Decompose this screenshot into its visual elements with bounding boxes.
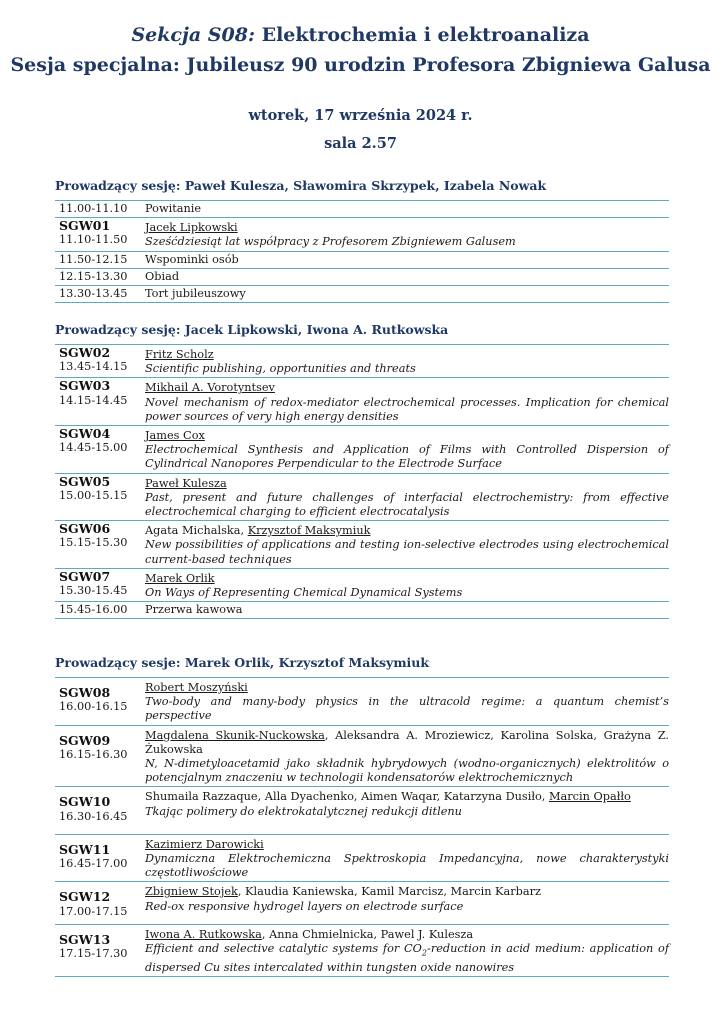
- talk-title: Scientific publishing, opportunities and threats: [145, 362, 416, 376]
- presenting-author: Zbigniew Stojek: [145, 885, 238, 899]
- time-cell: 14.15-14.45: [59, 393, 128, 407]
- event-cell: Obiad: [145, 268, 669, 285]
- talk-code: SGW11: [59, 841, 111, 857]
- time-cell: 13.45-14.15: [59, 360, 128, 374]
- talk-title: [145, 942, 669, 975]
- chairs-block-1: Prowadzący sesję: Paweł Kulesza, Sławomira Skrzypek, Izabela Nowak: [55, 178, 547, 193]
- talk-author: Robert Moszyński: [145, 681, 248, 694]
- subscript: 2: [421, 948, 427, 958]
- schedule-table-1: [55, 200, 669, 303]
- talk-title: On Ways of Representing Chemical Dynamical Systems: [145, 586, 463, 600]
- talk-title: Past, present and future challenges of interfacial electrochemistry: from effective electrochemical charging to efficient electrocatalysis: [145, 490, 669, 519]
- time-cell: 16.45-17.00: [59, 857, 128, 871]
- talk-author: Jacek Lipkowski: [145, 221, 238, 235]
- talk-title: New possibilities of applications and testing ion-selective electrodes using electrochemical current-based techniques: [145, 538, 669, 566]
- talk-code: SGW09: [59, 732, 111, 748]
- time-cell: 15.15-15.30: [59, 536, 128, 550]
- table-row: [55, 924, 669, 976]
- table-row: [55, 834, 669, 882]
- session-room: sala 2.57: [324, 135, 397, 152]
- talk-title-part: -reduction in acid medium: application of dispersed Cu sites intercalated within tungsten oxide nanowires: [145, 942, 670, 974]
- table-row: [55, 787, 669, 834]
- schedule-table-3: [55, 677, 669, 977]
- talk-authors: [145, 928, 669, 942]
- talk-authors: [145, 790, 669, 804]
- time-cell: 17.00-17.15: [59, 904, 128, 918]
- talk-author: Marek Orlik: [145, 571, 215, 585]
- table-row: [55, 521, 669, 569]
- table-row: [55, 218, 669, 251]
- talk-code: SGW13: [59, 931, 111, 947]
- table-row: [55, 426, 669, 474]
- talk-title: Sześćdziesiąt lat współpracy z Profesorem Zbigniewem Galusem: [145, 235, 516, 249]
- section-heading: [0, 24, 721, 46]
- schedule-table-2: [55, 344, 669, 619]
- talk-title: Novel mechanism of redox-mediator electrochemical processes. Implication for chemical power sources of very high energy densities: [145, 395, 669, 423]
- talk-authors: [145, 885, 669, 899]
- talk-title: Two-body and many-body physics in the ultracold regime: a quantum chemist’s perspective: [145, 695, 669, 723]
- chairs-block-3: Prowadzący sesje: Marek Orlik, Krzysztof Maksymiuk: [55, 655, 430, 670]
- time-cell: 11.50-12.15: [55, 251, 145, 268]
- event-cell: Przerwa kawowa: [145, 602, 669, 619]
- talk-title-part: Efficient and selective catalytic systems for CO: [145, 942, 422, 956]
- talk-author: James Cox: [145, 429, 205, 443]
- time-cell: 11.10-11.50: [59, 233, 128, 247]
- table-row: [55, 602, 669, 619]
- talk-code: SGW03: [59, 378, 111, 394]
- table-row: [55, 345, 669, 378]
- chairs-block-2: Prowadzący sesję: Jacek Lipkowski, Iwona A. Rutkowska: [55, 322, 449, 337]
- session-title: Sesja specjalna: Jubileusz 90 urodzin Profesora Zbigniewa Galusa: [10, 54, 711, 76]
- talk-title: N, N-dimetyloacetamid jako składnik hybrydowych (wodno-organicznych) elektrolitów o potencjalnym znaczeniu w technologii kondensatorów elektrochemicznych: [145, 757, 669, 785]
- presenting-author: Krzysztof Maksymiuk: [247, 524, 371, 538]
- section-title: Elektrochemia i elektroanaliza: [254, 24, 590, 46]
- talk-title: Tkając polimery do elektrokatalytcznej redukcji ditlenu: [145, 804, 462, 818]
- talk-author: Fritz Scholz: [145, 348, 214, 361]
- time-cell: 12.15-13.30: [55, 268, 145, 285]
- time-cell: 17.15-17.30: [59, 947, 128, 961]
- talk-code: SGW04: [59, 426, 111, 442]
- talk-code: SGW07: [59, 568, 111, 584]
- event-cell: Powitanie: [145, 201, 669, 218]
- talk-title: Electrochemical Synthesis and Application of Films with Controlled Dispersion of Cylindrical Nanopores Perpendicular to the Electrode Surface: [145, 443, 669, 471]
- talk-code: SGW10: [59, 794, 111, 810]
- table-row: [55, 268, 669, 285]
- coauthors: , Anna Chmielnicka, Pawel J. Kulesza: [261, 927, 474, 941]
- time-cell: 16.30-16.45: [59, 809, 128, 823]
- talk-code: SGW08: [59, 685, 111, 700]
- session-date: wtorek, 17 września 2024 r.: [248, 107, 473, 124]
- time-cell: 15.45-16.00: [55, 602, 145, 619]
- time-cell: 15.00-15.15: [59, 488, 128, 502]
- table-row: [55, 882, 669, 924]
- talk-code: SGW02: [59, 345, 111, 360]
- talk-code: SGW06: [59, 521, 111, 537]
- presenting-author: Iwona A. Rutkowska: [145, 927, 262, 941]
- talk-authors: [145, 729, 669, 757]
- coauthors: , Klaudia Kaniewska, Kamil Marcisz, Marcin Karbarz: [237, 885, 541, 899]
- talk-code: SGW01: [59, 218, 111, 234]
- talk-author: Kazimierz Darowicki: [145, 837, 264, 851]
- time-cell: 16.00-16.15: [59, 700, 128, 714]
- talk-author: Paweł Kulesza: [145, 476, 227, 490]
- presenting-author: Magdalena Skunik-Nuckowska: [145, 728, 325, 742]
- talk-authors: [145, 524, 669, 538]
- section-code: Sekcja S08:: [131, 24, 255, 46]
- coauthors: , Aleksandra A. Mroziewicz, Karolina Solska, Grażyna Z. Żukowska: [145, 728, 670, 756]
- time-cell: 11.00-11.10: [55, 201, 145, 218]
- time-cell: 14.45-15.00: [59, 441, 128, 455]
- time-cell: 13.30-13.45: [55, 286, 145, 303]
- table-row: [55, 473, 669, 521]
- time-cell: 16.15-16.30: [59, 747, 128, 761]
- talk-author: Mikhail A. Vorotyntsev: [145, 381, 275, 395]
- table-row: [55, 286, 669, 303]
- presenting-author: Marcin Opałło: [548, 790, 631, 804]
- table-row: [55, 568, 669, 601]
- coauthor: Agata Michalska,: [145, 524, 248, 538]
- talk-title: Dynamiczna Elektrochemiczna Spektroskopia Impedancyjna, nowe charakterystyki częstotliwościowe: [145, 852, 669, 880]
- event-cell: Wspominki osób: [145, 251, 669, 268]
- table-row: [55, 201, 669, 218]
- table-row: [55, 678, 669, 726]
- talk-title: Red-ox responsive hydrogel layers on electrode surface: [145, 899, 464, 913]
- table-row: [55, 378, 669, 426]
- table-row: [55, 725, 669, 787]
- table-row: [55, 251, 669, 268]
- talk-code: SGW12: [59, 889, 111, 905]
- coauthors: Shumaila Razzaque, Alla Dyachenko, Aimen Waqar, Katarzyna Dusiło,: [145, 790, 549, 804]
- time-cell: 15.30-15.45: [59, 584, 128, 598]
- talk-code: SGW05: [59, 473, 111, 489]
- event-cell: Tort jubileuszowy: [145, 286, 669, 303]
